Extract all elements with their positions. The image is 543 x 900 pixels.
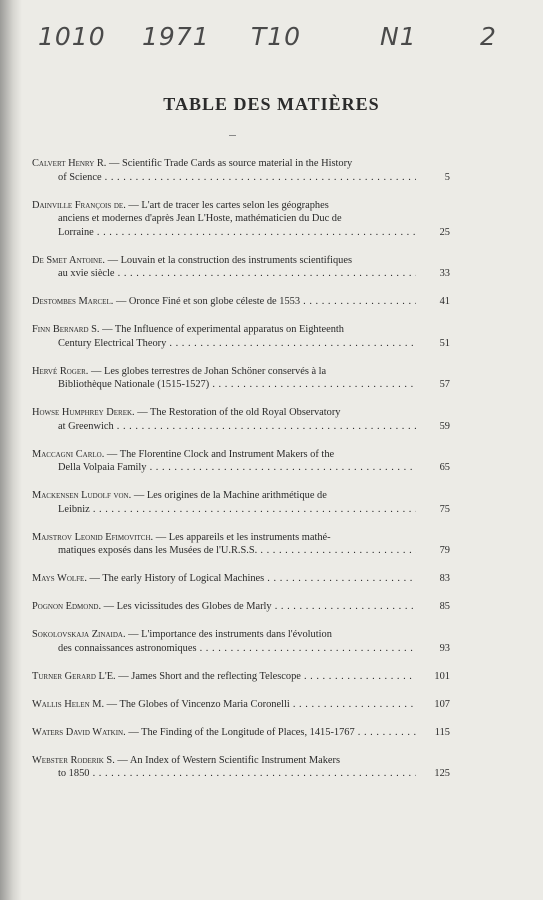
toc-author: Waters David Watkin. (32, 726, 126, 738)
toc-title-text: of Science (58, 171, 102, 183)
toc-entry-first-line (32, 531, 416, 545)
toc-title-text: — Louvain et la construction des instruments scientifiques (107, 254, 353, 266)
toc-author: Finn Bernard S. (32, 324, 100, 335)
toc-title-text: — The Globes of Vincenzo Maria Coronelli (106, 698, 290, 710)
toc-title-text: — Les origines de la Machine arithmétique de (133, 490, 327, 501)
toc-author: Dainville François de. (32, 199, 126, 211)
toc-author: De Smet Antoine. (32, 254, 105, 266)
toc-entry-first-line (32, 295, 416, 309)
toc-entry (32, 572, 450, 586)
toc-entry-first-line (32, 406, 416, 420)
leader-dots (147, 462, 416, 473)
toc-title-text: — Oronce Finé et son globe céleste de 1553 (115, 296, 301, 307)
leader-dots (94, 227, 416, 238)
leader-dots (301, 671, 416, 682)
toc-page-number: 75 (439, 503, 450, 515)
toc-entry (32, 628, 450, 655)
toc-entry-first-line (32, 726, 416, 740)
toc-author: Wallis Helen M. (32, 698, 105, 710)
toc-page-number: 59 (439, 420, 450, 432)
toc-page-number: 41 (439, 296, 450, 307)
handwritten-annotation (38, 22, 543, 72)
toc-page-number: 85 (439, 601, 450, 612)
toc-author: Destombes Marcel. (32, 296, 114, 307)
toc-entry-continuation (32, 544, 416, 558)
leader-dots (264, 573, 416, 584)
toc-entry (32, 726, 450, 740)
leader-dots (300, 296, 416, 307)
toc-author: Turner Gerard L'E. (32, 670, 116, 682)
toc-entry-first-line (32, 254, 416, 268)
toc-page-number: 101 (434, 670, 450, 682)
leader-dots (166, 338, 416, 349)
toc-entry-first-line (32, 489, 416, 503)
leader-dots (355, 727, 416, 738)
page-title: TABLE DES MATIÈRES (163, 94, 380, 114)
toc-title-text: Della Volpaia Family (58, 462, 147, 473)
toc-title-text: to 1850 (58, 768, 90, 779)
toc-page-number: 5 (444, 171, 450, 183)
handwritten-volume: T10 (251, 22, 302, 51)
toc-entry-continuation (32, 267, 416, 281)
toc-author: Mackensen Ludolf von. (32, 490, 132, 501)
toc-entry-first-line (32, 754, 416, 768)
toc-entry (32, 600, 450, 614)
toc-title-text: — James Short and the reflecting Telescope (118, 670, 301, 682)
toc-entry (32, 448, 450, 475)
toc-title-text: — Les vicissitudes des Globes de Marly (103, 601, 272, 612)
leader-dots (115, 268, 416, 279)
toc-page-number: 83 (439, 573, 450, 584)
toc-entry-first-line (32, 365, 416, 379)
toc-entry-continuation (32, 642, 416, 656)
toc-entry-continuation (32, 212, 416, 226)
toc-page-number: 51 (439, 337, 450, 349)
toc-title-text: — The Restoration of the old Royal Observatory (137, 407, 341, 418)
toc-entry (32, 157, 450, 184)
handwritten-year: 1971 (142, 22, 210, 51)
toc-entry-first-line (32, 448, 416, 462)
table-of-contents (32, 157, 450, 795)
toc-entry-first-line (32, 323, 416, 337)
toc-title-text: — L'art de tracer les cartes selon les géographes (128, 199, 329, 211)
toc-page-number: 33 (439, 268, 450, 279)
toc-entry-first-line (32, 199, 416, 213)
leader-dots (209, 379, 416, 390)
leader-dots (272, 601, 416, 612)
toc-entry (32, 670, 450, 684)
toc-entry (32, 199, 450, 240)
toc-title-text: Lorraine (58, 226, 94, 238)
toc-entry-first-line (32, 628, 416, 642)
toc-entry (32, 754, 450, 781)
leader-dots (89, 768, 416, 779)
binding-shadow (0, 0, 22, 900)
toc-entry (32, 489, 450, 516)
leader-dots (290, 699, 416, 710)
toc-author: Maccagni Carlo. (32, 448, 105, 460)
toc-entry-first-line (32, 572, 416, 586)
leader-dots (102, 172, 416, 183)
toc-title-text: au xvie siècle (58, 268, 115, 279)
toc-entry (32, 531, 450, 558)
toc-title-text: — Scientific Trade Cards as source material in the History (108, 158, 353, 169)
toc-author: Calvert Henry R. (32, 158, 107, 169)
ornament-divider (229, 135, 236, 136)
toc-title-text: anciens et modernes d'après Jean L'Hoste, mathématicien du Duc de (58, 213, 342, 224)
toc-page-number: 107 (434, 698, 450, 710)
toc-author: Pognon Edmond. (32, 601, 102, 612)
handwritten-mark: 2 (480, 22, 497, 51)
leader-dots (197, 643, 416, 654)
toc-entry (32, 295, 450, 309)
toc-entry-continuation (32, 171, 416, 185)
toc-title-text: — The Florentine Clock and Instrument Makers of the (106, 448, 335, 460)
toc-entry (32, 323, 450, 350)
toc-title-text: — L'importance des instruments dans l'évolution (128, 629, 332, 640)
toc-entry-continuation (32, 337, 416, 351)
toc-page-number: 93 (439, 642, 450, 654)
toc-author: Hervé Roger. (32, 365, 89, 377)
toc-entry-continuation (32, 226, 416, 240)
toc-author: Mays Wolfe. (32, 573, 87, 584)
toc-author: Howse Humphrey Derek. (32, 407, 135, 418)
toc-entry (32, 406, 450, 433)
toc-title-text: Century Electrical Theory (58, 337, 167, 349)
leader-dots (90, 504, 416, 515)
toc-entry-first-line (32, 670, 416, 684)
toc-title-text: matiques exposés dans les Musées de l'U.R.S.S. (58, 545, 258, 556)
toc-entry (32, 254, 450, 281)
toc-title-text: — The Finding of the Longitude of Places, 1415-1767 (128, 726, 355, 738)
toc-page-number: 79 (439, 545, 450, 556)
toc-entry-continuation (32, 420, 416, 434)
toc-entry-continuation (32, 503, 416, 517)
toc-page-number: 57 (439, 379, 450, 390)
toc-page-number: 115 (434, 726, 450, 738)
toc-title-text: — The early History of Logical Machines (89, 573, 265, 584)
toc-entry-continuation (32, 461, 416, 475)
toc-entry-continuation (32, 767, 416, 781)
toc-title-text: Bibliothèque Nationale (1515-1527) (58, 379, 210, 390)
toc-entry (32, 365, 450, 392)
toc-entry-continuation (32, 378, 416, 392)
toc-title-text: — Les globes terrestres de Johan Schöner conservés à la (91, 365, 327, 377)
toc-entry-first-line (32, 698, 416, 712)
leader-dots (114, 421, 416, 432)
handwritten-number: 1010 (38, 22, 106, 51)
toc-title-text: — An Index of Western Scientific Instrument Makers (117, 754, 341, 766)
toc-page-number: 25 (439, 226, 450, 238)
handwritten-issue: N1 (380, 22, 417, 51)
leader-dots (257, 545, 416, 556)
toc-title-text: at Greenwich (58, 420, 114, 432)
toc-author: Webster Roderik S. (32, 754, 115, 766)
toc-entry-first-line (32, 157, 416, 171)
toc-entry (32, 698, 450, 712)
toc-title-text: — The Influence of experimental apparatus on Eighteenth (102, 324, 345, 335)
toc-title-text: — Les appareils et les instruments mathé- (155, 531, 331, 543)
toc-title-text: Leibniz (58, 503, 90, 515)
toc-author: Sokolovskaja Zinaida. (32, 629, 126, 640)
toc-page-number: 65 (439, 462, 450, 473)
toc-author: Majstrov Leonid Efimovitch. (32, 531, 154, 543)
toc-title-text: des connaissances astronomiques (58, 642, 197, 654)
toc-entry-first-line (32, 600, 416, 614)
toc-page-number: 125 (434, 768, 450, 779)
